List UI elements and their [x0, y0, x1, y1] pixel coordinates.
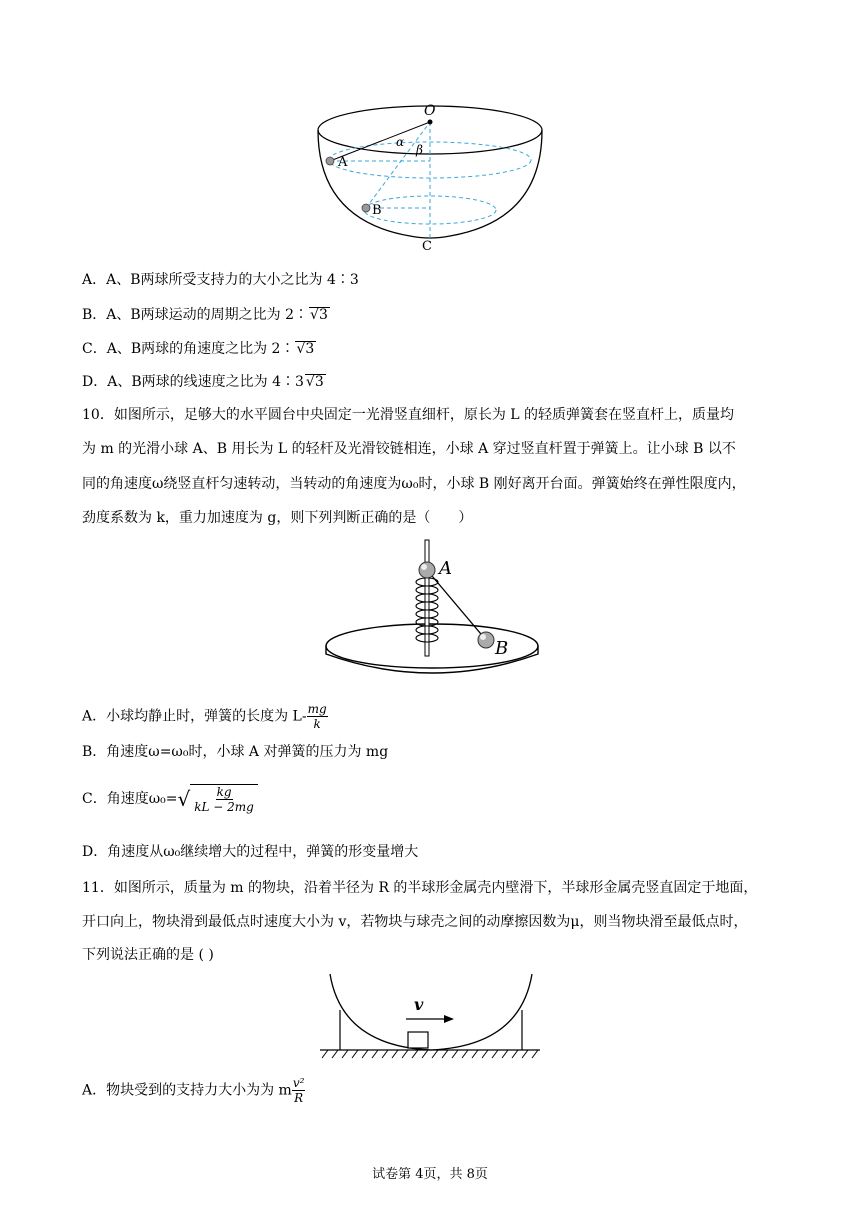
label-alpha: α — [396, 135, 405, 149]
q11-line-3: 下列说法正确的是 ( ) — [82, 947, 214, 963]
ball-a — [326, 157, 334, 165]
label-v: v — [414, 995, 424, 1014]
q11-line-2: 开口向上，物块滑到最低点时速度大小为 v，若物块与球壳之间的动摩擦因数为μ，则当物块滑至最低点时， — [82, 914, 748, 930]
q9-option-d: D．A、B两球的线速度之比为 4∶3 √3 — [82, 374, 324, 390]
ball-b-fig2 — [478, 632, 494, 648]
q10-line-1: 10．如图所示，足够大的水平圆台中央固定一光滑竖直细杆，原长为 L 的轻质弹簧套在竖直杆上，质量均 — [82, 407, 735, 423]
q10-line-2: 为 m 的光滑小球 A、B 用长为 L 的轻杆及光滑铰链相连，小球 A 穿过竖直杆置于弹簧上。让小球 B 以不 — [82, 441, 736, 457]
q10-option-b: B．角速度ω=ω₀时，小球 A 对弹簧的压力为 mg — [82, 744, 389, 760]
q9-option-c: C．A、B两球的角速度之比为 2∶ √3 — [82, 341, 315, 357]
q11-line-1: 11．如图所示，质量为 m 的物块，沿着半径为 R 的半球形金属壳内壁滑下，半球形金属壳竖直固定于地面， — [82, 880, 758, 896]
q10-line-3: 同的角速度ω绕竖直杆匀速转动，当转动的角速度为ω₀时，小球 B 刚好离开台面。弹簧始终在弹性限度内， — [82, 476, 746, 492]
q9-option-a: A．A、B两球所受支持力的大小之比为 4∶3 — [82, 272, 359, 288]
figure-hemisphere-bowl — [310, 98, 550, 258]
q10-line-4: 劲度系数为 k，重力加速度为 g，则下列判断正确的是（ ） — [82, 510, 473, 526]
ball-b — [362, 204, 370, 212]
label-b: B — [372, 203, 382, 218]
q10-option-d: D．角速度从ω₀继续增大的过程中，弹簧的形变量增大 — [82, 844, 419, 860]
center-dot-o — [428, 120, 433, 125]
figure-spring-rod — [320, 536, 544, 686]
label-a: A — [338, 155, 348, 170]
shell-outline — [330, 974, 532, 1050]
q11-option-a: A．物块受到的支持力大小为为 m $\frac{\text{v²}}{R}$ — [82, 1076, 305, 1105]
fig2-label-b: B — [495, 638, 509, 659]
q9-option-b: B．A、B两球运动的周期之比为 2∶ √3 — [82, 307, 328, 323]
ball-a-fig2 — [419, 562, 435, 578]
q10-option-c: C．角速度ω₀=√ $\frac{kg}{kL - 2mg}$ — [82, 784, 258, 814]
vertical-rod — [425, 540, 429, 656]
label-c: C — [422, 239, 432, 254]
label-o: O — [424, 103, 436, 119]
block — [408, 1032, 428, 1048]
figure-block-shell — [318, 970, 544, 1062]
label-beta: β — [416, 143, 423, 157]
q10-option-a: A．小球均静止时，弹簧的长度为 L- $\frac{mg}{k}$ — [82, 702, 327, 731]
page-footer: 试卷第 4页，共 8页 — [372, 1167, 488, 1182]
fig2-label-a: A — [439, 558, 452, 579]
